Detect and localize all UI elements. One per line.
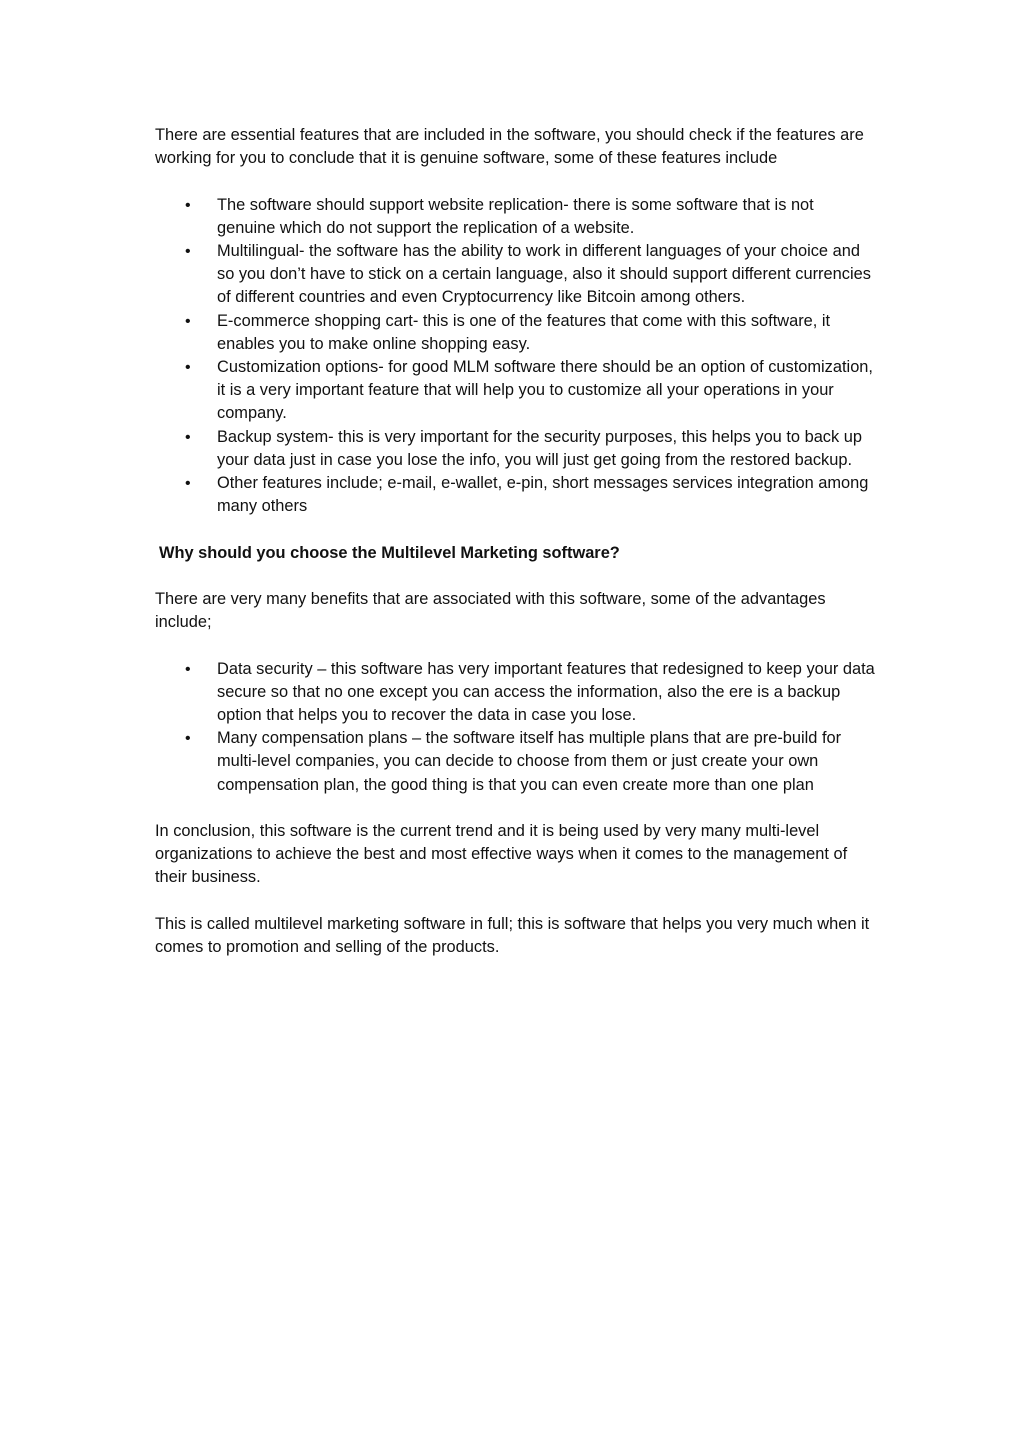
list-item-text: The software should support website replication- there is some software that is not genuine which do not support the replication of a website.: [217, 195, 814, 237]
list-item: [185, 356, 875, 426]
list-item-text: Data security – this software has very important features that redesigned to keep your data secure so that no one except you can access the information, also the ere is a backup option that helps you to recover the data in case you lose.: [217, 659, 875, 725]
list-item-text: Other features include; e-mail, e-wallet, e-pin, short messages services integration among many others: [217, 474, 869, 516]
list-item-text: Backup system- this is very important for the security purposes, this helps you to back up your data just in case you lose the info, you will just get going from the restored backup.: [217, 427, 862, 469]
benefits-list: [155, 658, 875, 797]
benefits-intro-paragraph: There are very many benefits that are associated with this software, some of the advantages include;: [155, 590, 826, 632]
list-item-text: Customization options- for good MLM software there should be an option of customization, it is a very important feature that will help you to customize all your operations in your company.: [217, 358, 873, 423]
list-item-text: Multilingual- the software has the ability to work in different languages of your choice and so you don’t have to stick on a certain language, also it should support different currencies of different countries and even Cryptocurrency like Bitcoin among others.: [217, 242, 871, 307]
document-body: [155, 124, 875, 982]
bullet-icon: •: [185, 243, 191, 260]
bullet-icon: •: [185, 359, 191, 377]
bullet-icon: •: [185, 428, 191, 446]
list-item: [185, 727, 875, 797]
list-item: [185, 658, 875, 728]
features-list: [155, 194, 875, 519]
bullet-icon: •: [185, 660, 191, 678]
list-item: [185, 426, 875, 472]
list-item: [185, 240, 875, 310]
list-item: [185, 472, 875, 518]
conclusion-paragraph: In conclusion, this software is the current trend and it is being used by very many multi-level organizations to achieve the best and most effective ways when it comes to the management of their business.: [155, 822, 848, 887]
list-item: [185, 194, 875, 240]
intro-paragraph: There are essential features that are included in the software, you should check if the features are working for you to conclude that it is genuine software, some of these features include: [155, 126, 864, 168]
list-item-text: Many compensation plans – the software itself has multiple plans that are pre-build for multi-level companies, you can decide to choose from them or just create your own compensation plan, the good thing is that you can even create more than one plan: [217, 729, 842, 794]
bullet-icon: •: [185, 196, 191, 214]
bullet-icon: •: [185, 312, 191, 330]
list-item-text: E-commerce shopping cart- this is one of the features that come with this software, it enables you to make online shopping easy.: [217, 311, 831, 353]
list-item: [185, 310, 875, 356]
closing-paragraph: This is called multilevel marketing software in full; this is software that helps you very much when it comes to promotion and selling of the products.: [155, 914, 870, 957]
section-heading: Why should you choose the Multilevel Marketing software?: [159, 543, 620, 562]
bullet-icon: •: [185, 475, 191, 493]
bullet-icon: •: [185, 730, 191, 748]
